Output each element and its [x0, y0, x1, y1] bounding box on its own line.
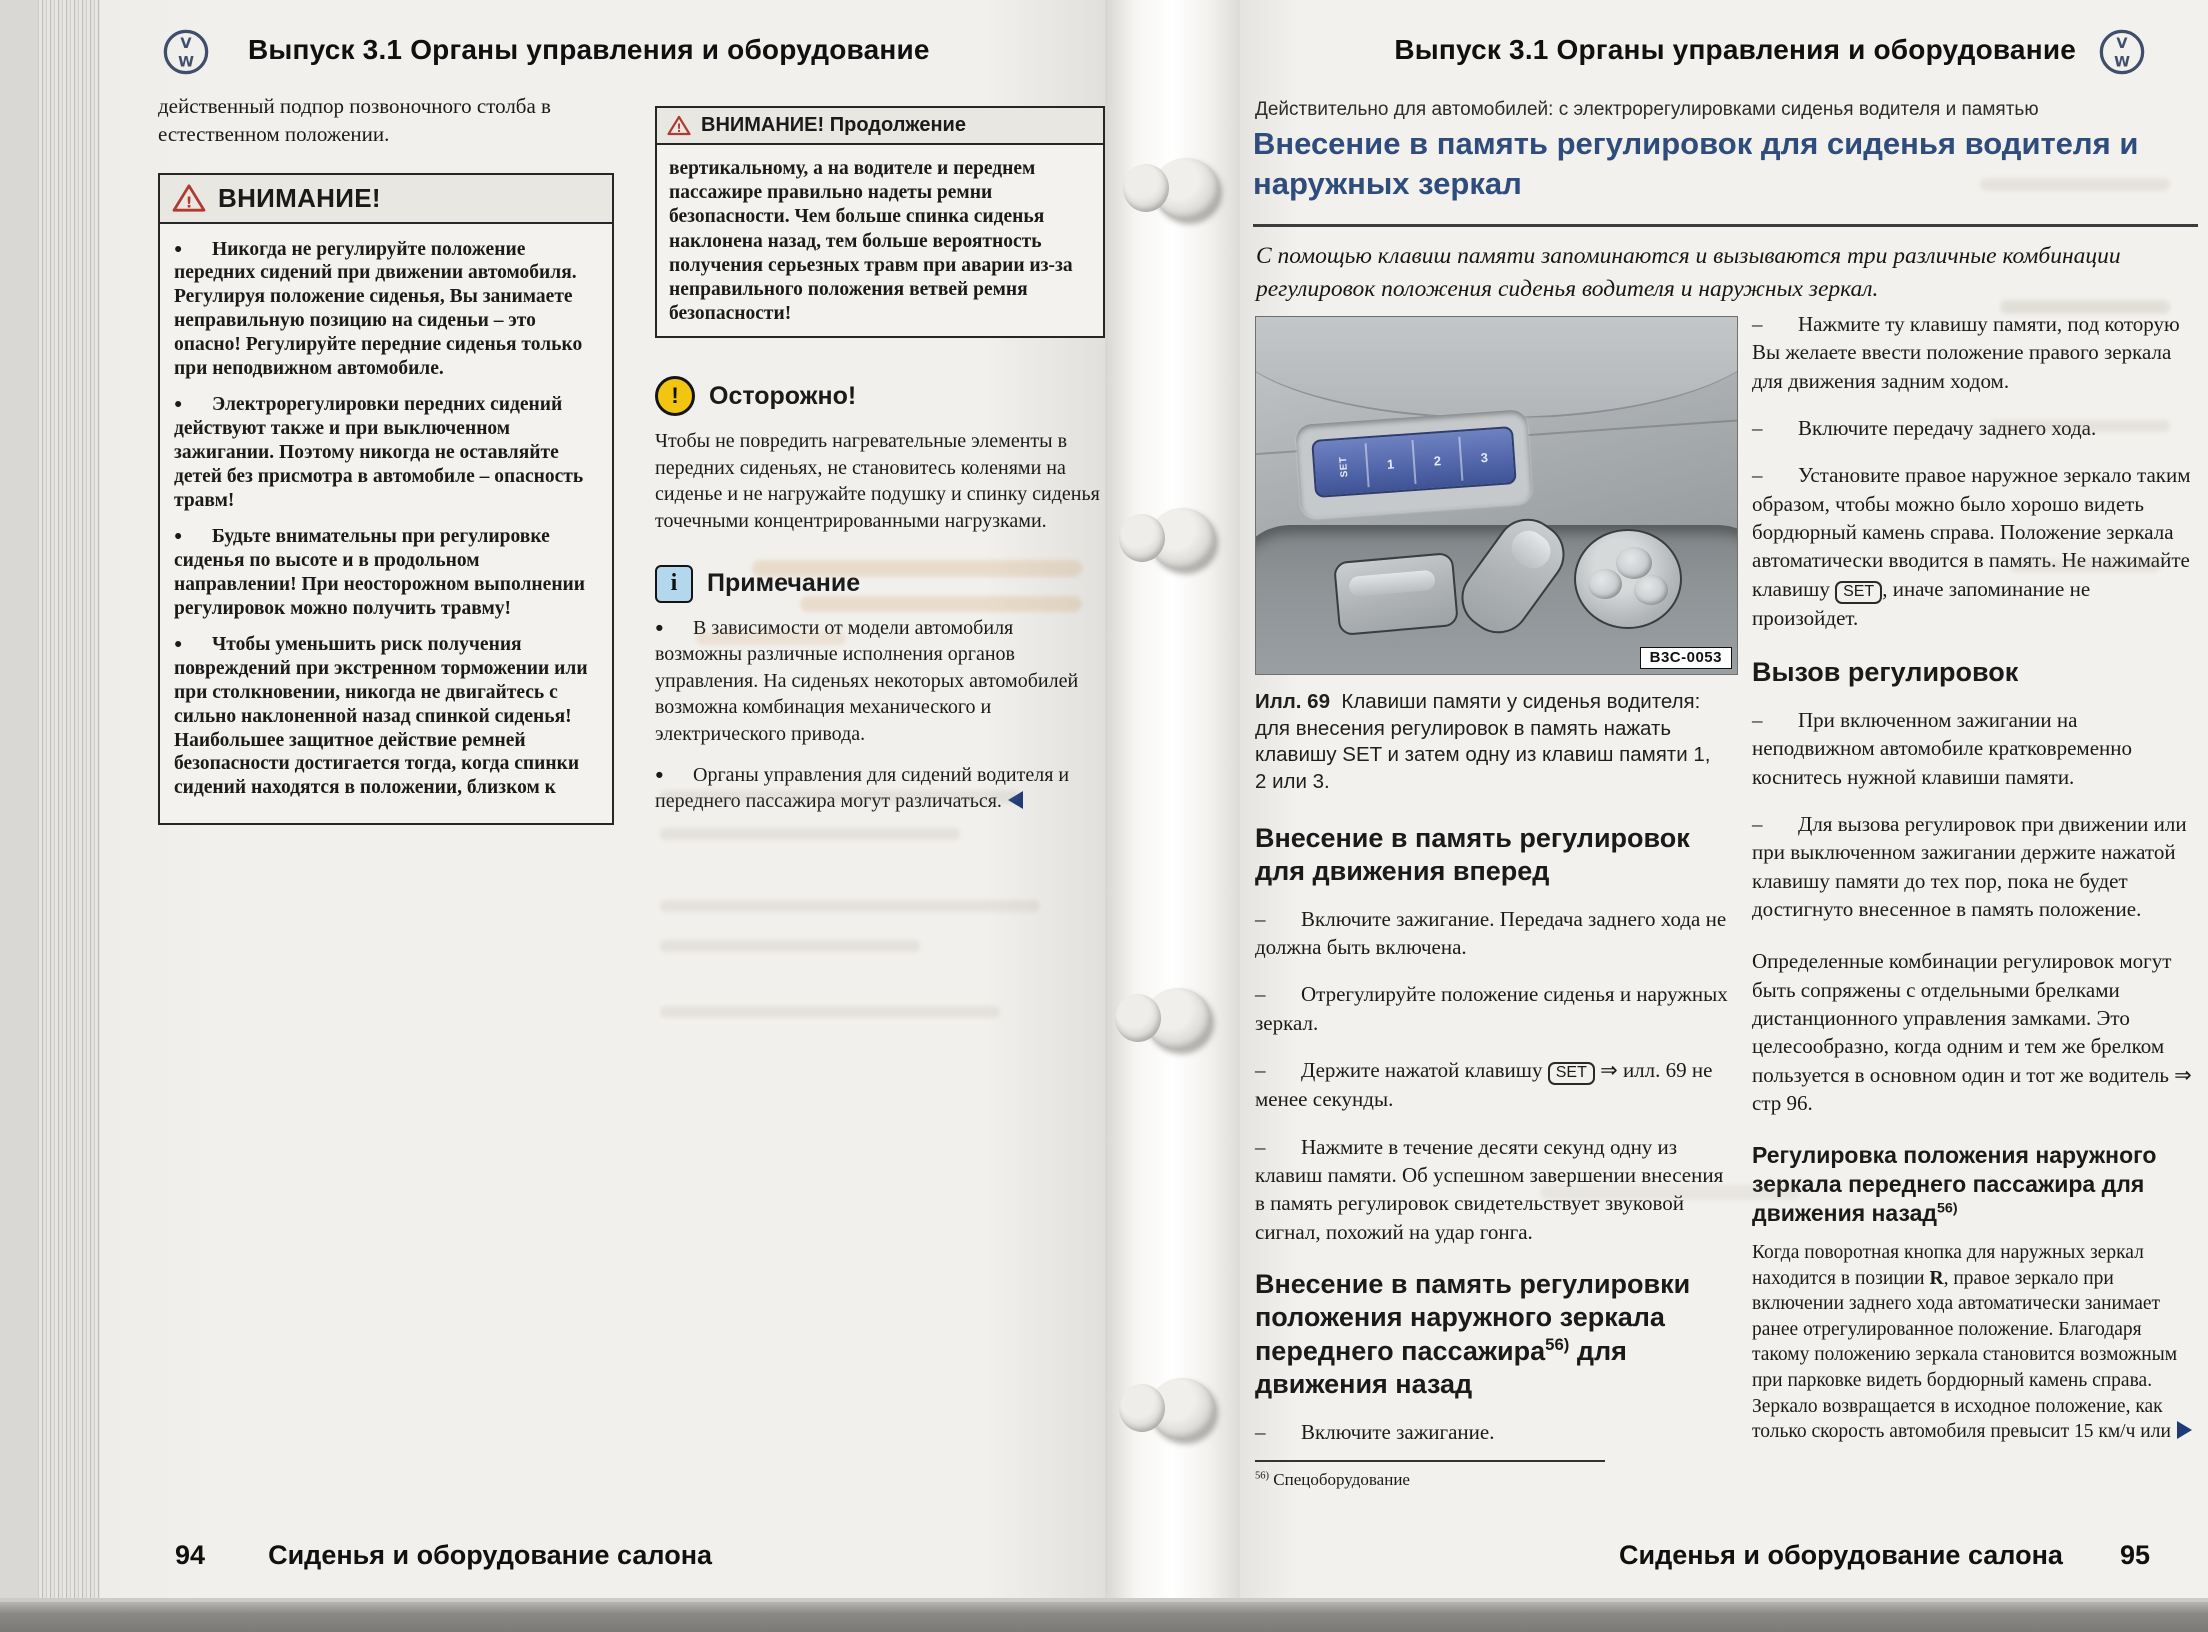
lead-paragraph: С помощью клавиш памяти запоминаются и вызываются три различные комбинации регулировок положения сиденья водителя и наружных зеркал. [1256, 243, 2121, 303]
caution-title: Осторожно! [709, 381, 857, 410]
footnote-rule [1255, 1460, 1605, 1462]
note-bullet: ● В зависимости от модели автомобиля возможны различные исполнения органов управления. На сиденьях некоторых автомобилей возможна комбинация механического и электрического привода. [655, 616, 1079, 745]
right-page-column-2 [1752, 310, 2198, 1445]
chapter-title: Сиденья и оборудование салона [268, 1540, 713, 1570]
section-end-arrow-icon [1008, 791, 1023, 809]
warning-title: ВНИМАНИЕ! [218, 182, 381, 213]
lumbar-knob [1574, 529, 1682, 629]
right-page-header-title: Выпуск 3.1 Органы управления и оборудование [1394, 34, 2076, 65]
footnote-ref: 56) [1937, 1200, 1958, 1217]
footnote-marker: 56) [1255, 1470, 1270, 1482]
vw-logo-icon [2098, 28, 2146, 76]
step-item: – Включите зажигание. [1255, 1419, 1495, 1444]
article-title: Внесение в память регулировок для сиденья водителя и наружных зеркал [1253, 126, 2139, 201]
binder-stud [1149, 508, 1215, 570]
warning-bullet: ● Чтобы уменьшить риск получения повреждений при экстренном торможении или при столкновении, никогда не двигайтесь с сильно наклоненной назад спинкой сиденья! Наибольшее защитное действие ремней безопасности достигается тогда, когда спинки сидений находятся в положении, близком к [174, 634, 588, 799]
footnote-text: Спецоборудование [1273, 1470, 1410, 1489]
step-item: – Отрегулируйте положение сиденья и наружных зеркал. [1255, 982, 1728, 1035]
set-keycap: SET [1548, 1062, 1595, 1085]
step-item: – Установите правое наружное зеркало таким образом, чтобы можно было хорошо видеть бордюрный камень справа. Положение зеркала автоматически вводится в память. Не нажимайте клавишу SET , иначе запоминание не произойдет. [1752, 463, 2191, 631]
warning-bullet: ● Электрорегулировки передних сидений действуют также и при выключенном зажигании. Поэтому никогда не оставляйте детей без присмотра в автомобиле – опасность травм! [174, 394, 584, 511]
subsection-heading-mirror-adjust: Регулировка положения наружного зеркала переднего пассажира для движения назад$^{56)}$ [1752, 1142, 2157, 1227]
step-item: – При включенном зажигании на неподвижном автомобиле кратковременно коснитесь нужной клавиши памяти. [1752, 707, 2133, 789]
seat-contour [1255, 316, 1738, 419]
warning-box [158, 173, 614, 825]
section-heading-recall: Вызов регулировок [1752, 657, 2019, 688]
intro-paragraph: действенный подпор позвоночного столба в естественном положении. [158, 94, 551, 147]
bleed-through-text [660, 1006, 1000, 1018]
caution-section [655, 376, 1105, 534]
caution-body: Чтобы не повредить нагревательные элементы в передних сиденьях, не становитесь коленями на сиденье и не нагружайте подушку и спинку сиденья точечными концентрированными нагрузками. [655, 430, 1100, 532]
right-page-footer [1619, 1540, 2150, 1571]
figure-caption: Илл. 69 Клавиши памяти у сиденья водителя: для внесения регулировок в память нажать клавишу SET и затем одну из клавиш памяти 1, 2 или 3. [1255, 690, 1711, 793]
right-page-column-1 [1255, 316, 1738, 1465]
title-rule [1253, 224, 2198, 227]
warning-bullet: ● Никогда не регулируйте положение передних сидений при движении автомобиля. Регулируя положение сиденья, Вы занимаете неправильную позицию на сиденьи – это опасно! Регулируйте передние сиденья только при неподвижном автомобиле. [174, 238, 583, 379]
memory-key-3: 3 [1458, 434, 1508, 481]
note-section [655, 565, 1105, 815]
binder-stud [1145, 988, 1211, 1050]
chapter-title: Сиденья и оборудование салона [1618, 1540, 2063, 1570]
warning-triangle-icon [667, 115, 691, 136]
warning-box-body [160, 224, 612, 823]
left-header [100, 26, 1105, 86]
mirror-adjust-paragraph: Когда поворотная кнопка для наружных зеркал находится в позиции R, правое зеркало при включении заднего хода автоматически занимает ранее отрегулированное положение. Благодаря такому положению зеркала становится возможным при парковке видеть бордюрный камень справа. Зеркало возвращается в исходное положение, как только скорость автомобиля превысит 15 км/ч или [1752, 1240, 2198, 1444]
left-page-footer [175, 1540, 712, 1571]
svg-text:!: ! [676, 122, 682, 136]
footnote-ref: 56) [1545, 1334, 1570, 1354]
section-heading-mirror-memory: Внесение в память регулировки положения наружного зеркала переднего пассажира$^{56)}$ для движения назад [1255, 1268, 1691, 1400]
figure-number: Илл. 69 [1255, 690, 1330, 713]
page-number: 95 [2119, 1540, 2150, 1570]
warning-continuation-box [655, 106, 1105, 338]
bleed-through-text [660, 828, 960, 840]
memory-key-set: SET [1337, 456, 1350, 478]
warning-box-header [160, 175, 612, 224]
info-icon: i [655, 565, 693, 603]
page-right [1240, 0, 2208, 1604]
note-bullet: ● Органы управления для сидений водителя и переднего пассажира могут различаться. [655, 763, 1070, 813]
vw-logo-icon [162, 28, 210, 76]
validity-note: Действительно для автомобилей: с электрорегулировками сиденья водителя и памятью [1255, 99, 2039, 120]
footnote [1255, 1460, 1675, 1490]
svg-text:!: ! [185, 193, 193, 212]
bleed-through-text [660, 900, 1040, 912]
remote-key-paragraph: Определенные комбинации регулировок могут быть сопряжены с отдельными брелками дистанционного управления замками. Это целесообразно, когда одним и тем же брелком пользуется в основном один и тот же водитель ⇒ стр 96. [1752, 949, 2192, 1116]
svg-text:W: W [178, 54, 194, 71]
left-column-2 [655, 106, 1105, 829]
binder-stud [1153, 158, 1219, 220]
binder-stud [1149, 1378, 1215, 1440]
warning-triangle-icon [172, 183, 206, 213]
step-item: – Для вызова регулировок при движении или при выключенном зажигании держите нажатой клавишу памяти до тех пор, пока не будет достигнуто внесенное в память положение. [1752, 811, 2187, 922]
left-page-header-title: Выпуск 3.1 Органы управления и оборудование [248, 34, 930, 65]
warning-bullet: ● Будьте внимательны при регулировке сиденья по высоте и в продольном направлении! При неосторожном выполнении регулировок можно получить травму! [174, 526, 586, 619]
memory-key-1: 1 [1365, 440, 1415, 487]
bleed-through-text [660, 940, 920, 952]
figure-code-label: B3C-0053 [1640, 647, 1732, 669]
warning-continuation-body: вертикальному, а на водителе и переднем пассажире правильно надеты ремни безопасности. Чем больше спинка сиденья наклонена назад, тем больше вероятность получения серьезных травм при аварии из-за неправильного положения ветвей ремня безопасности! [669, 158, 1073, 325]
set-keycap: SET [1835, 581, 1882, 604]
figure-photo-seat-controls [1255, 316, 1738, 675]
seat-cushion-switch [1333, 552, 1459, 636]
page-number: 94 [175, 1540, 206, 1570]
continuation-arrow-icon [2177, 1421, 2192, 1439]
left-column-1 [158, 92, 614, 825]
step-item: – Нажмите в течение десяти секунд одну из клавиш памяти. Об успешном завершении внесения в память регулировок свидетельствует звуковой сигнал, похожий на удар гонга. [1255, 1134, 1724, 1244]
binding-gutter [1105, 0, 1240, 1604]
caution-exclamation-icon: ! [655, 376, 695, 416]
book-bottom-edge [0, 1602, 2208, 1632]
warning-continuation-title: ВНИМАНИЕ! Продолжение [701, 114, 966, 136]
svg-text:V: V [180, 36, 192, 53]
step-item: – Держите нажатой клавишу SET ⇒ илл. 69 не менее секунды. [1255, 1057, 1713, 1112]
step-item: – Включите передачу заднего хода. [1752, 416, 2097, 441]
svg-text:V: V [2116, 36, 2128, 53]
svg-text:W: W [2114, 54, 2130, 71]
right-header [1240, 26, 2208, 86]
step-item: – Включите зажигание. Передача заднего хода не должна быть включена. [1255, 906, 1727, 959]
page-edge-stack [0, 0, 100, 1604]
section-heading-forward: Внесение в память регулировок для движения вперед [1255, 822, 1690, 887]
step-item: – Нажмите ту клавишу памяти, под которую Вы желаете ввести положение правого зеркала для движения задним ходом. [1752, 312, 2180, 393]
memory-key-2: 2 [1411, 437, 1461, 484]
note-title: Примечание [707, 569, 861, 598]
warning-continuation-header [657, 108, 1103, 145]
page-left [100, 0, 1105, 1604]
